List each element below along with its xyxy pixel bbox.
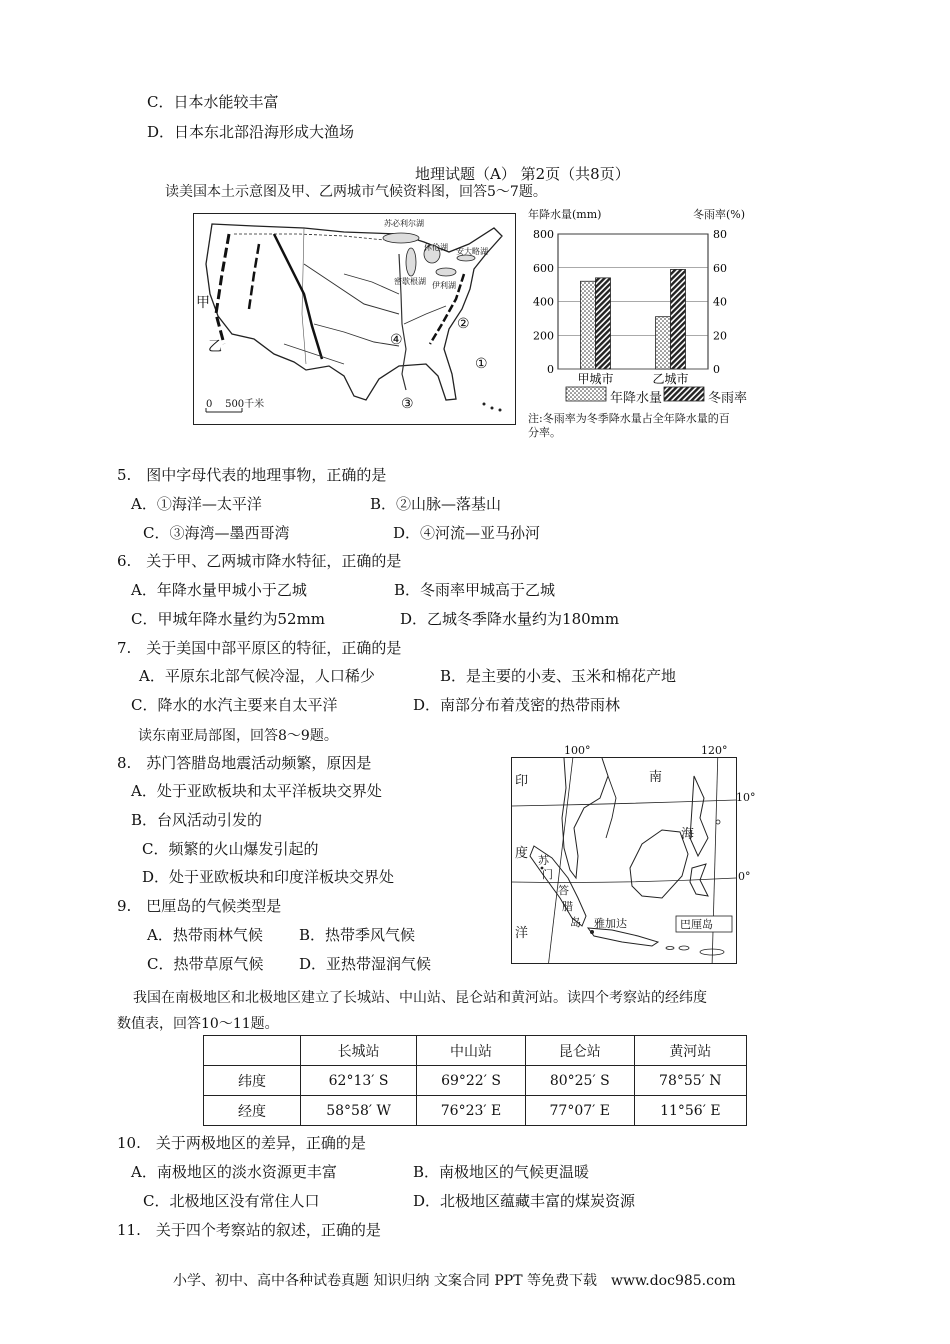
table-cell: 纬度 [204,1066,301,1096]
q9-option-a: A．热带雨林气候 [147,926,263,944]
legend-label-winter-rate: 冬雨率 [708,391,748,406]
q5-option-d: D．④河流—亚马孙河 [393,524,541,542]
q10-option-d: D．北极地区蕴藏丰富的煤炭资源 [413,1192,636,1210]
table-cell: 62°13′ S [301,1066,417,1096]
q7-option-a: A．平原东北部气候冷湿，人口稀少 [139,667,375,685]
q6-option-b: B．冬雨率甲城高于乙城 [394,581,556,599]
table-cell: 80°25′ S [525,1066,634,1096]
label-lake-huron: 休伦湖 [424,243,448,252]
table-header-cell: 昆仑站 [525,1036,634,1066]
sea-char-2: 海 [681,827,695,842]
sumatra-char-3: 答 [558,884,569,897]
label-2: ② [457,316,470,332]
q10-stem: 10. 关于两极地区的差异，正确的是 [117,1134,366,1152]
q7-option-d: D．南部分布着茂密的热带雨林 [413,696,621,714]
intro-8-9: 读东南亚局部图，回答8～9题。 [138,728,338,744]
q10-option-c: C．北极地区没有常住人口 [143,1192,320,1210]
table-header-cell: 黄河站 [634,1036,746,1066]
page-header: 地理试题（A） 第2页（共8页） [415,165,630,183]
intro-10-11-line2: 数值表，回答10～11题。 [117,1016,279,1032]
scale-label: 0 500千米 [206,399,265,410]
q8-option-d: D．处于亚欧板块和印度洋板块交界处 [142,868,395,886]
category-label: 乙城市 [652,372,689,386]
lat-0-label: 0° [738,870,751,883]
q6-option-d: D．乙城冬季降水量约为180mm [400,610,620,628]
chart-ylabel-left: 年降水量(mm) [528,208,602,221]
label-lake-superior: 苏必利尔湖 [384,219,424,228]
q8-option-b: B．台风活动引发的 [131,811,263,829]
label-4: ④ [390,332,403,348]
label-lake-michigan: 密歇根湖 [394,277,426,286]
q7-option-b: B．是主要的小麦、玉米和棉花产地 [440,667,677,685]
option-d-prev: D．日本东北部沿海形成大渔场 [147,123,355,141]
label-3: ③ [401,396,414,412]
label-yi: 乙 [208,339,222,355]
q6-option-c: C．甲城年降水量约为52mm [131,610,326,628]
q9-stem: 9. 巴厘岛的气候类型是 [117,897,282,915]
sumatra-char-5: 岛 [570,916,581,929]
chart-ylabel-right: 冬雨率(%) [693,208,746,221]
label-lake-ontario: 安大略湖 [456,247,488,256]
intro-10-11-line1: 我国在南极地区和北极地区建立了长城站、中山站、昆仑站和黄河站。读四个考察站的经纬度 [133,990,707,1006]
legend-swatch-winter-rate [664,387,704,401]
q5-option-b: B．②山脉—落基山 [370,495,502,513]
table-header-cell: 长城站 [301,1036,417,1066]
lat-10-label: 10° [736,791,756,804]
intro-5-7: 读美国本土示意图及甲、乙两城市气候资料图，回答5～7题。 [165,184,547,200]
option-c-prev: C．日本水能较丰富 [147,93,279,111]
table-cell: 78°55′ N [634,1066,746,1096]
table-cell: 11°56′ E [634,1096,746,1126]
southeast-asia-map [511,744,756,964]
bar-annual-precip [581,281,596,369]
y-right-tick-label: 80 [713,228,727,241]
ocean-char-1: 印 [515,774,529,789]
sumatra-char-2: 门 [542,868,553,881]
legend-swatch-precip [566,387,606,401]
table-row [204,1066,747,1096]
bar-winter-rain-rate [596,278,611,369]
table-cell: 58°58′ W [301,1096,417,1126]
q6-stem: 6. 关于甲、乙两城市降水特征，正确的是 [117,552,402,570]
bar-winter-rain-rate [671,269,686,369]
bali-label: 巴厘岛 [680,918,713,931]
q10-option-a: A．南极地区的淡水资源更丰富 [131,1163,337,1181]
jakarta-label: 雅加达 [594,917,627,930]
q5-option-c: C．③海湾—墨西哥湾 [143,524,290,542]
y-right-tick-label: 20 [713,329,727,343]
page-footer: 小学、初中、高中各种试卷真题 知识归纳 文案合同 PPT 等免费下载 www.doc985.com [173,1273,736,1289]
sea-char-1: 南 [649,770,663,785]
ocean-char-2: 度 [515,846,529,861]
q11-stem: 11. 关于四个考察站的叙述，正确的是 [117,1221,381,1239]
y-right-tick-label: 40 [713,295,727,309]
q5-stem: 5. 图中字母代表的地理事物，正确的是 [117,466,387,484]
q9-option-d: D．亚热带湿润气候 [299,955,432,973]
legend-label-precip: 年降水量 [610,391,663,406]
q9-option-b: B．热带季风气候 [299,926,416,944]
label-jia: 甲 [196,295,210,311]
table-cell: 76°23′ E [417,1096,526,1126]
q7-option-c: C．降水的水汽主要来自太平洋 [131,696,338,714]
table-header-cell: 中山站 [417,1036,526,1066]
category-label: 甲城市 [577,372,614,386]
ocean-char-3: 洋 [515,926,529,941]
y-right-tick-label: 60 [713,261,727,275]
q10-option-b: B．南极地区的气候更温暖 [413,1163,590,1181]
q8-option-c: C．频繁的火山爆发引起的 [142,840,319,858]
table-cell: 77°07′ E [525,1096,634,1126]
us-map [193,213,516,425]
table-header-row [204,1036,747,1066]
station-table [203,1035,747,1126]
y-left-tick-label: 600 [533,261,554,275]
q8-stem: 8. 苏门答腊岛地震活动频繁，原因是 [117,754,372,772]
q9-option-c: C．热带草原气候 [147,955,264,973]
climate-chart [528,206,778,439]
q8-option-a: A．处于亚欧板块和太平洋板块交界处 [131,782,382,800]
label-1: ① [475,356,488,372]
sumatra-char-1: 苏 [538,854,549,867]
y-left-tick-label: 400 [533,295,554,309]
y-left-tick-label: 0 [547,363,554,376]
sumatra-char-4: 腊 [562,900,573,913]
q5-option-a: A．①海洋—太平洋 [131,495,262,513]
lon-100-label: 100° [564,744,591,757]
y-left-tick-label: 200 [533,329,554,343]
q6-option-a: A．年降水量甲城小于乙城 [131,581,307,599]
table-cell: 69°22′ S [417,1066,526,1096]
table-cell: 经度 [204,1096,301,1126]
y-left-tick-label: 800 [533,228,554,241]
y-right-tick-label: 0 [713,363,720,376]
table-row [204,1096,747,1126]
q7-stem: 7. 关于美国中部平原区的特征，正确的是 [117,639,402,657]
lon-120-label: 120° [701,744,728,757]
chart-note: 注:冬雨率为冬季降水量占全年降水量的百分率。 [528,412,730,439]
table-header-cell [204,1036,301,1066]
label-lake-erie: 伊利湖 [432,281,456,290]
bar-annual-precip [656,317,671,369]
